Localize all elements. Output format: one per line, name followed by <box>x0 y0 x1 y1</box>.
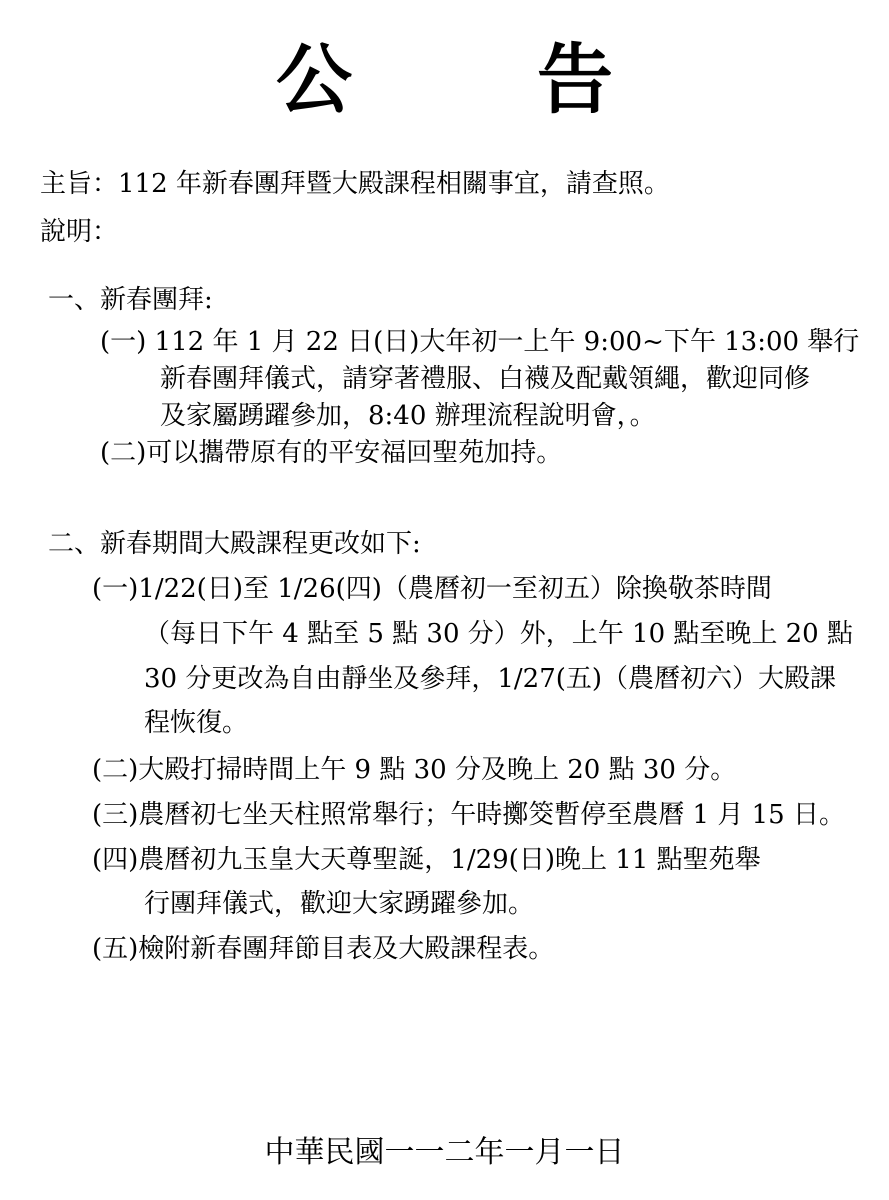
section-2-item-4-line-1: (四)農曆初九玉皇大天尊聖誕，1/29(日)晚上 11 點聖苑舉 <box>92 845 761 875</box>
section-1-item-1-line-1: (一) 112 年 1 月 22 日(日)大年初一上午 9:00~下午 13:00 舉行 <box>100 327 860 357</box>
section-1-item-1-line-2: 新春團拜儀式，請穿著禮服、白襪及配戴領繩，歡迎同修 <box>160 364 811 394</box>
section-1-item-1-line-3: 及家屬踴躍參加，8:40 辦理流程說明會，。 <box>160 401 656 431</box>
section-1-item-2: (二)可以攜帶原有的平安福回聖苑加持。 <box>100 438 563 468</box>
section-2-heading: 二、新春期間大殿課程更改如下: <box>48 529 421 559</box>
section-2-item-1-line-3: 30 分更改為自由靜坐及參拜，1/27(五)（農曆初六）大殿課 <box>144 664 837 694</box>
section-2-item-1-line-4: 程恢復。 <box>144 708 249 738</box>
section-2-item-3: (三)農曆初七坐天柱照常舉行；午時擲筊暫停至農曆 1 月 15 日。 <box>92 800 845 830</box>
section-2-item-2: (二)大殿打掃時間上午 9 點 30 分及晚上 20 點 30 分。 <box>92 755 737 785</box>
issue-date: 中華民國一一二年一月一日 <box>264 1135 625 1170</box>
section-1-heading: 一、新春團拜: <box>48 285 213 315</box>
section-2-item-4-line-2: 行團拜儀式，歡迎大家踴躍參加。 <box>144 889 535 919</box>
title-char-1: 公 <box>276 35 352 124</box>
title-char-2: 告 <box>537 35 613 124</box>
explanation-label: 說明： <box>40 217 119 247</box>
subject-line: 主旨：112 年新春團拜暨大殿課程相關事宜，請查照。 <box>40 169 670 199</box>
section-2-item-1-line-2: （每日下午 4 點至 5 點 30 分）外，上午 10 點至晚上 20 點 <box>144 619 853 649</box>
section-2-item-5: (五)檢附新春團拜節目表及大殿課程表。 <box>92 934 555 964</box>
section-2-item-1-line-1: (一)1/22(日)至 1/26(四)（農曆初一至初五）除換敬茶時間 <box>92 574 772 604</box>
notice-title <box>0 35 889 124</box>
